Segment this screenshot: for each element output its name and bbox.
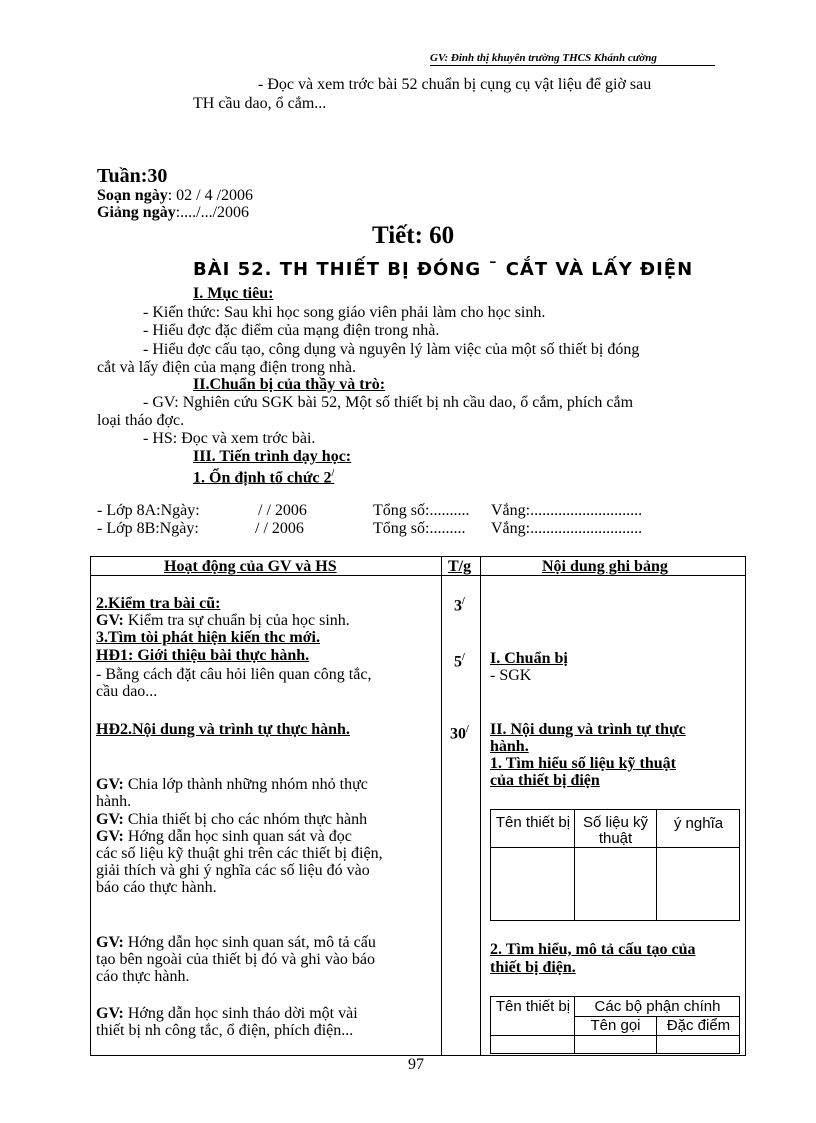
gv-label: GV: bbox=[96, 1005, 124, 1022]
gv-note-3-line-4: báo cáo thực hành. bbox=[96, 879, 217, 896]
time-30-prime: / bbox=[466, 724, 469, 735]
gv-note-5-text: Hớng dẫn học sinh tháo dời một vài bbox=[123, 1005, 358, 1022]
gv-label: GV: bbox=[96, 811, 124, 828]
teach-date bbox=[97, 204, 249, 222]
header-underline bbox=[430, 65, 715, 66]
gv-note-3-line-1 bbox=[96, 828, 352, 845]
preparation-line-2: loại tháo đợc. bbox=[97, 412, 185, 429]
content-heading-line-2: hành. bbox=[490, 738, 529, 755]
gv-note-1-text: Chia lớp thành những nhóm nhỏ thực bbox=[123, 776, 368, 793]
gv-label: GV: bbox=[96, 776, 124, 793]
structure-col-name: Tên gọi bbox=[590, 1017, 641, 1034]
class-8b-label: - Lớp 8B:Ngày: bbox=[97, 520, 199, 537]
time-30-value: 30 bbox=[450, 725, 466, 743]
time-5-value: 5 bbox=[454, 653, 462, 671]
class-8b-date: / / 2006 bbox=[255, 520, 304, 537]
week-label: Tuần:30 bbox=[97, 165, 168, 187]
tech-spec-col-device: Tên thiết bị bbox=[495, 814, 571, 831]
gv-label: GV: bbox=[96, 612, 124, 629]
lesson-title: BÀI 52. TH THIẾT BỊ ĐÓNG ¯ CẮT VÀ LẤY ĐIỆN bbox=[193, 259, 694, 280]
check-old-lesson-heading: 2.Kiểm tra bài cũ: bbox=[96, 595, 221, 612]
prev-lesson-line-1: - Đọc và xem trớc bài 52 chuẩn bị cụng cụ vật liệu để giờ sau bbox=[258, 76, 652, 93]
prep-date bbox=[97, 187, 253, 205]
preparation-board-heading: I. Chuẩn bị bbox=[490, 650, 568, 667]
time-30 bbox=[450, 721, 469, 742]
page-number: 97 bbox=[408, 1056, 424, 1073]
gv-note-5-line-2: thiết bị nh công tắc, ổ điện, phích điện... bbox=[96, 1022, 354, 1039]
gv-label: GV: bbox=[96, 828, 124, 845]
tech-spec-table bbox=[490, 809, 740, 921]
class-8a-total: Tổng số:.......... bbox=[373, 502, 470, 519]
gv-note-5-line-1 bbox=[96, 1005, 358, 1022]
objective-line-1: - Kiến thức: Sau khi học song giáo viên phải làm cho học sinh. bbox=[143, 304, 546, 321]
tech-spec-heading-line-1: 1. Tìm hiểu số liệu kỹ thuật bbox=[490, 755, 676, 772]
objectives-heading: I. Mục tiêu: bbox=[193, 285, 274, 302]
structure-table bbox=[490, 996, 740, 1054]
teach-date-label: Giảng ngày bbox=[97, 204, 176, 221]
activity-2-heading: HĐ2.Nội dung và trình tự thực hành. bbox=[96, 721, 350, 738]
gv-note-2-line-1 bbox=[96, 811, 367, 828]
tech-spec-heading-line-2: của thiết bị điện bbox=[490, 772, 600, 789]
class-8a-absent: Vắng:............................ bbox=[491, 502, 643, 519]
activity-1-line-2: cầu dao... bbox=[96, 683, 158, 700]
process-subheading bbox=[193, 465, 334, 487]
tech-spec-col-meaning: ý nghĩa bbox=[673, 815, 724, 832]
time-5 bbox=[454, 649, 465, 670]
gv-note-4-line-1 bbox=[96, 934, 376, 951]
preparation-line-3: - HS: Đọc và xem trớc bài. bbox=[143, 430, 316, 447]
teach-date-value: :..../.../2006 bbox=[175, 204, 250, 221]
prev-lesson-line-2: TH cầu dao, ổ cắm... bbox=[193, 95, 327, 112]
check-old-lesson-body: Kiểm tra sự chuẩn bị của học sinh. bbox=[123, 612, 350, 629]
gv-note-3-line-3: giải thích và ghi ý nghĩa các số liệu đó vào bbox=[96, 862, 370, 879]
gv-note-4-line-2: tạo bên ngoài của thiết bị đó và ghi vào báo bbox=[96, 951, 376, 968]
preparation-board-text: - SGK bbox=[490, 667, 532, 684]
tech-spec-header-divider bbox=[491, 847, 739, 848]
gv-label: GV: bbox=[96, 934, 124, 951]
time-3 bbox=[454, 593, 465, 614]
process-subheading-text: 1. Ổn định tổ chức 2 bbox=[193, 469, 332, 487]
class-8b-total: Tổng số:......... bbox=[373, 520, 466, 537]
process-subheading-sup: / bbox=[331, 468, 335, 479]
gv-note-1-line-1 bbox=[96, 776, 368, 793]
gv-note-3-text: Hớng dẫn học sinh quan sát và đọc bbox=[123, 828, 352, 845]
gv-note-4-line-3: cáo thực hành. bbox=[96, 968, 190, 985]
tech-spec-col-divider-2 bbox=[656, 810, 657, 920]
gv-note-3-line-2: các số liệu kỹ thuật ghi trên các thiết bị điện, bbox=[96, 845, 383, 862]
structure-col-device: Tên thiết bị bbox=[495, 998, 571, 1015]
structure-col-divider-1 bbox=[574, 997, 575, 1053]
table-col-divider-2 bbox=[480, 557, 481, 1055]
activity-1-line-1: - Bằng cách đặt câu hỏi liên quan công tắc, bbox=[96, 666, 372, 683]
structure-heading-line-2: thiết bị điện. bbox=[490, 959, 576, 976]
process-heading: III. Tiến trình dạy học: bbox=[193, 448, 352, 465]
header-time: T/g bbox=[448, 558, 472, 575]
class-8a-label: - Lớp 8A:Ngày: bbox=[97, 502, 200, 519]
activity-1-heading: HĐ1: Giới thiệu bài thực hành. bbox=[96, 647, 310, 664]
tech-spec-col-specs: Số liệu kỹ thuật bbox=[582, 814, 649, 847]
gv-note-1-line-2: hành. bbox=[96, 793, 132, 810]
gv-note-4-text: Hớng dẫn học sinh quan sát, mô tả cấu bbox=[123, 934, 376, 951]
time-3-value: 3 bbox=[454, 597, 462, 615]
preparation-heading: II.Chuẩn bị của thầy và trò: bbox=[193, 376, 386, 393]
header-activities: Hoạt động của GV và HS bbox=[164, 558, 337, 575]
time-3-prime: / bbox=[462, 596, 465, 607]
table-col-divider-1 bbox=[441, 557, 442, 1055]
content-heading-line-1: II. Nội dung và trình tự thực bbox=[490, 721, 686, 738]
activity-table bbox=[90, 556, 746, 1056]
lesson-number: Tiết: 60 bbox=[372, 222, 455, 249]
structure-col-parts: Các bộ phận chính bbox=[594, 998, 721, 1015]
structure-col-feature: Đặc điểm bbox=[666, 1017, 731, 1034]
prep-date-value: : 02 / 4 /2006 bbox=[167, 187, 254, 204]
prep-date-label: Soạn ngày bbox=[97, 187, 168, 204]
preparation-line-1: - GV: Nghiên cứu SGK bài 52, Một số thiết bị nh cầu dao, ổ cắm, phích cắm bbox=[143, 394, 634, 411]
new-knowledge-heading: 3.Tìm tòi phát hiện kiến thc mới. bbox=[96, 629, 320, 646]
objective-line-2: - Hiểu đợc đặc điểm của mạng điện trong nhà. bbox=[143, 322, 440, 339]
check-old-lesson-text bbox=[96, 612, 350, 629]
objective-line-4: cắt và lấy điện của mạng điện trong nhà. bbox=[97, 359, 357, 376]
structure-header-divider bbox=[491, 1035, 739, 1036]
time-5-prime: / bbox=[462, 652, 465, 663]
objective-line-3: - Hiểu đợc cấu tạo, công dụng và nguyên lý làm việc của một số thiết bị đóng bbox=[143, 341, 640, 358]
structure-heading-line-1: 2. Tìm hiểu, mô tả cấu tạo của bbox=[490, 941, 696, 958]
header-content: Nội dung ghi bảng bbox=[542, 558, 668, 575]
gv-note-2-text: Chia thiết bị cho các nhóm thực hành bbox=[123, 811, 368, 828]
table-header-divider bbox=[91, 575, 745, 576]
tech-spec-col-divider-1 bbox=[574, 810, 575, 920]
teacher-note: GV: Đinh thị khuyên trường THCS Khánh cường bbox=[430, 52, 657, 64]
class-8a-date: / / 2006 bbox=[258, 502, 307, 519]
class-8b-absent: Vắng:............................ bbox=[491, 520, 643, 537]
